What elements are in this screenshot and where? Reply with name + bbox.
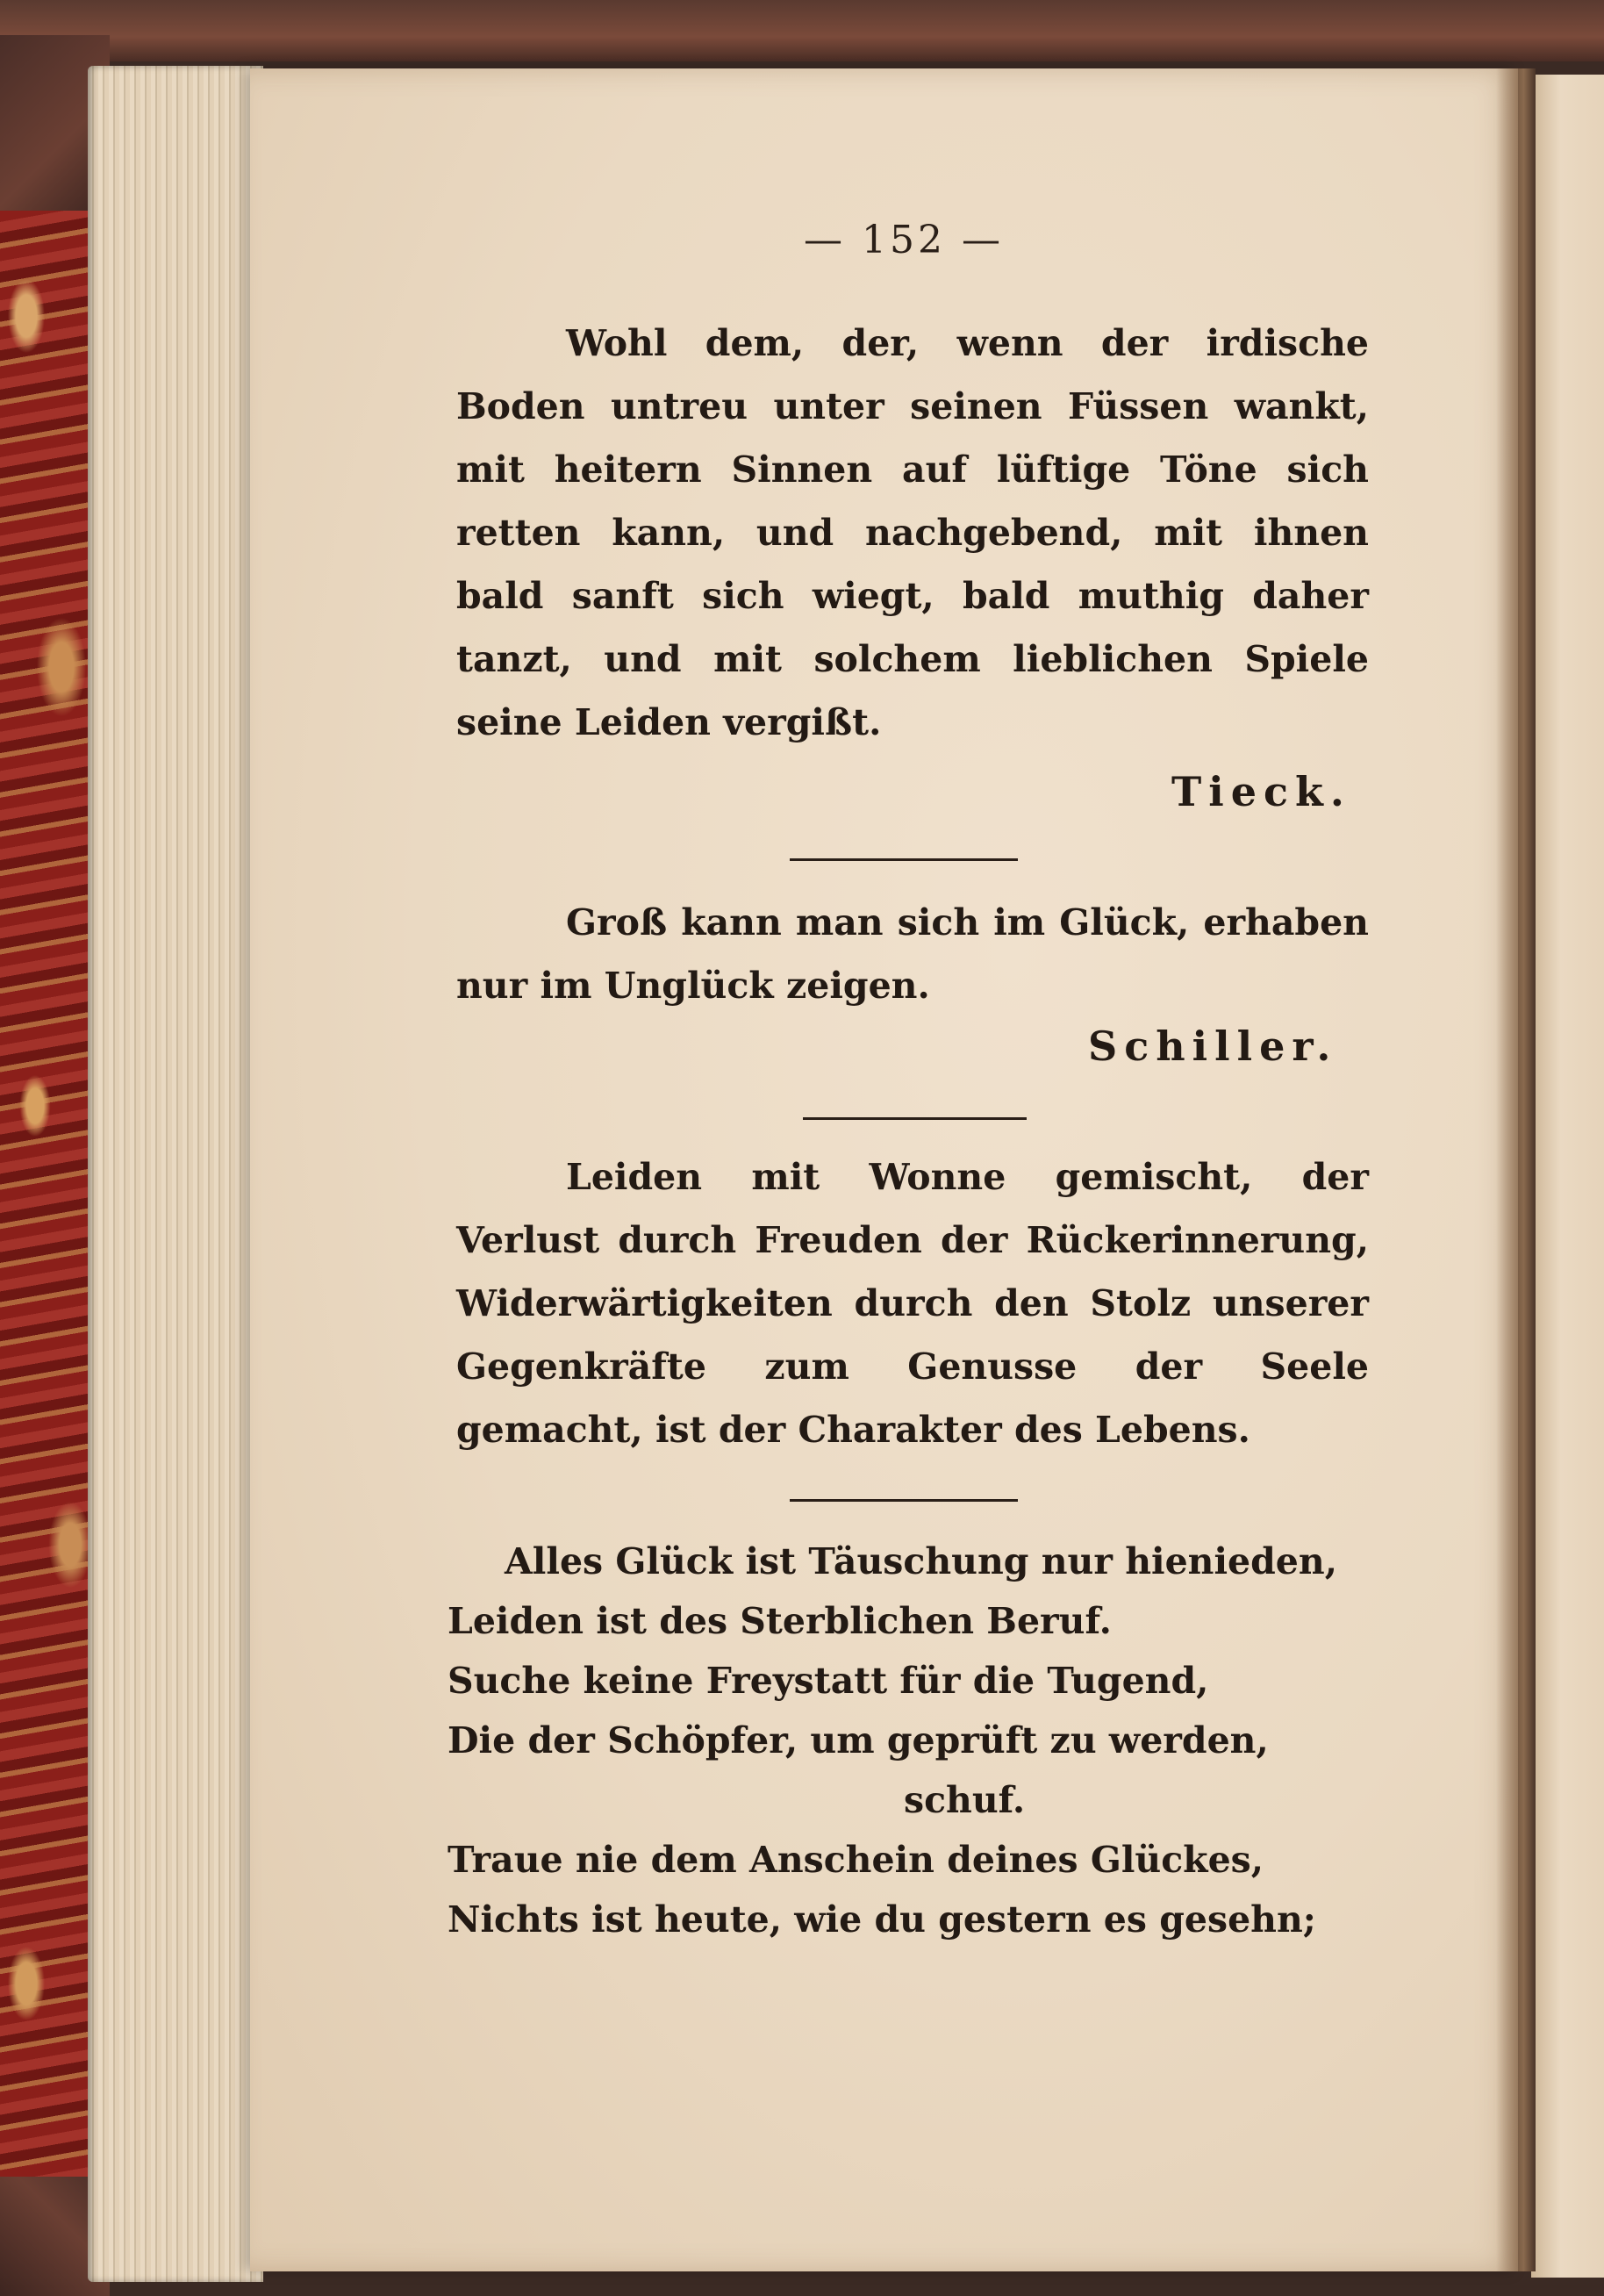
facing-page-edge	[1531, 75, 1604, 2278]
poem	[448, 1532, 1378, 1949]
passage-author: Schiller.	[1088, 1022, 1338, 1070]
poem-line: Die der Schöpfer, um geprüft zu werden,	[448, 1719, 1269, 1761]
passage-author: Tieck.	[1171, 768, 1351, 815]
section-divider	[790, 1499, 1018, 1502]
poem-line: Suche keine Freystatt für die Tugend,	[448, 1660, 1209, 1702]
book-spine-top	[0, 0, 1604, 61]
poem-line: Alles Glück ist Täuschung nur hienieden,	[505, 1540, 1337, 1582]
passage-text: Wohl dem, der, wenn der irdische Boden untreu unter seinen Füssen wankt, mit heitern Sinnen auf lüftige Töne sich retten kann, und nachgebend, mit ihnen bald sanft sich wiegt, bald muthig daher tanzt, und mit solchem lieblichen Spiele seine Leiden vergißt.	[456, 322, 1369, 743]
passage-text: Leiden mit Wonne gemischt, der Verlust durch Freuden der Rückerinnerung, Widerwärtigkeiten durch den Stolz unserer Gegenkräfte zum Genusse der Seele gemacht, ist der Charakter des Lebens.	[456, 1156, 1369, 1451]
poem-line: Traue nie dem Anschein deines Glückes,	[448, 1839, 1264, 1881]
page-number: — 152 —	[804, 218, 1004, 262]
passage-text: Groß kann man sich im Glück, erhaben nur im Unglück zeigen.	[456, 901, 1369, 1007]
page-gutter	[1496, 68, 1536, 2271]
poem-line: Nichts ist heute, wie du gestern es gesehn;	[448, 1898, 1316, 1941]
page-edges	[88, 66, 263, 2282]
poem-line: Leiden ist des Sterblichen Beruf.	[448, 1600, 1112, 1642]
marbled-cover-board	[0, 53, 101, 2296]
section-divider	[790, 858, 1018, 861]
poem-line: schuf.	[904, 1779, 1026, 1821]
section-divider	[803, 1117, 1027, 1120]
